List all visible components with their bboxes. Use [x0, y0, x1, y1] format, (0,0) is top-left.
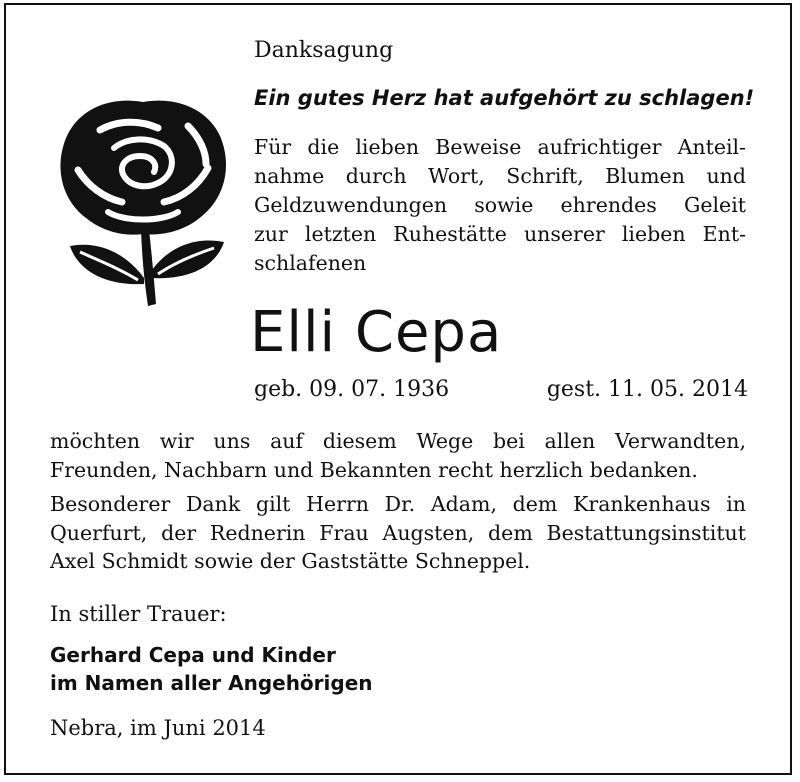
intro-line: Für die lieben Beweise aufrichtiger Anteil- [254, 135, 746, 159]
thanks-line: Freunden, Nachbarn und Bekannten recht herzlich bedanken. [50, 457, 698, 482]
intro-line: nahme durch Wort, Schrift, Blumen und [254, 164, 746, 188]
deceased-name: Elli Cepa [250, 300, 503, 365]
notice-heading: Danksagung [254, 38, 394, 63]
signer-line: im Namen aller Angehörigen [50, 671, 373, 695]
intro-paragraph [254, 133, 746, 278]
mourning-label: In stiller Trauer: [50, 602, 227, 626]
intro-line: zur letzten Ruhestätte unserer lieben Ent- [254, 222, 746, 246]
intro-line: schlafenen [254, 251, 367, 275]
death-date: gest. 11. 05. 2014 [546, 377, 748, 402]
special-thanks-paragraph [50, 490, 746, 576]
signers-block [50, 641, 373, 697]
thanks-line: möchten wir uns auf diesem Wege bei allen Verwandten, [50, 429, 746, 453]
special-thanks-line: Axel Schmidt sowie der Gaststätte Schneppel. [50, 549, 531, 573]
signer-line: Gerhard Cepa und Kinder [50, 643, 336, 667]
special-thanks-line: Querfurt, der Rednerin Frau Augsten, dem Bestattungsinstitut [50, 520, 746, 545]
thanks-paragraph [50, 427, 746, 484]
place-date: Nebra, im Juni 2014 [50, 716, 266, 740]
birth-date: geb. 09. 07. 1936 [254, 377, 450, 402]
special-thanks-line: Besonderer Dank gilt Herrn Dr. Adam, dem Krankenhaus in [50, 492, 746, 516]
rose-icon [48, 90, 238, 310]
motto-line: Ein gutes Herz hat aufgehört zu schlagen! [254, 86, 755, 110]
intro-line: Geldzuwendungen sowie ehrendes Geleit [254, 193, 746, 217]
